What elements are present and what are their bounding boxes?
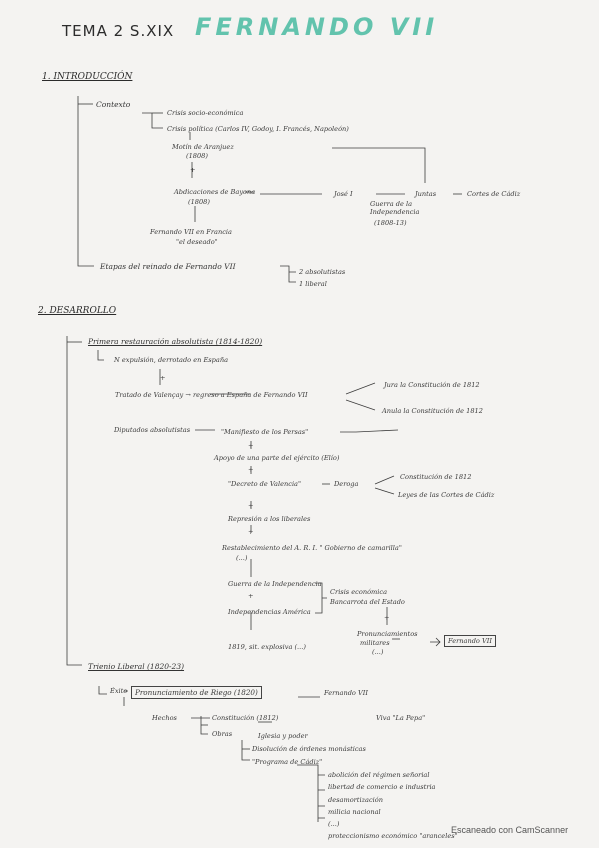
fernando-vii-box: Fernando VII bbox=[444, 635, 496, 647]
fernando-francia-label: Fernando VII en Francia bbox=[150, 228, 232, 236]
represion-label: Represión a los liberales bbox=[228, 515, 311, 523]
programa-item-2: libertad de comercio e industria bbox=[328, 783, 436, 791]
pronunciamientos-2-label: militares bbox=[360, 639, 390, 647]
trienio-label: Trienio Liberal (1820-23) bbox=[88, 662, 185, 671]
etapa-absolutistas: 2 absolutistas bbox=[299, 268, 346, 276]
obras-label: Obras bbox=[212, 730, 233, 738]
deroga-label: Deroga bbox=[334, 480, 359, 488]
plus-5: + bbox=[248, 502, 254, 510]
anula-label: Anula la Constitución de 1812 bbox=[382, 407, 483, 415]
plus-1: + bbox=[190, 166, 196, 174]
programa-item-1: abolición del régimen señorial bbox=[328, 771, 430, 779]
motin-aranjuez-label: Motín de Aranjuez bbox=[172, 143, 234, 151]
guerra-indep-2-label: Guerra de la Independencia bbox=[228, 580, 322, 588]
tratado-label: Tratado de Valençay → regreso a España de Fernando VII bbox=[115, 391, 308, 399]
manifiesto-label: "Manifiesto de los Persas" bbox=[221, 428, 309, 436]
crisis-politica-label: Crisis política (Carlos IV, Godoy, I. Francés, Napoleón) bbox=[167, 125, 349, 133]
motin-year: (1808) bbox=[186, 152, 208, 160]
riego-box: Pronunciamiento de Riego (1820) bbox=[131, 686, 262, 699]
juntas-label: Juntas bbox=[415, 190, 437, 198]
programa-item-5: (...) bbox=[328, 820, 340, 828]
guerra-indep-label: Guerra de la Independencia bbox=[370, 200, 420, 216]
viva-pepa-label: Viva "La Pepa" bbox=[376, 714, 426, 722]
leyes-cortes-label: Leyes de las Cortes de Cádiz bbox=[398, 491, 495, 499]
jura-label: Jura la Constitución de 1812 bbox=[384, 381, 480, 389]
contexto-label: Contexto bbox=[96, 100, 131, 109]
plus-7: + bbox=[248, 592, 254, 600]
primera-restauracion-label: Primera restauración absolutista (1814-1820) bbox=[88, 337, 263, 346]
decreto-label: "Decreto de Valencia" bbox=[228, 480, 302, 488]
fernando-vii-title: FERNANDO VII bbox=[195, 13, 439, 41]
connector bbox=[78, 96, 94, 266]
constitucion-label: Constitución (1812) bbox=[212, 714, 279, 722]
diputados-label: Diputados absolutistas bbox=[114, 426, 191, 434]
constitucion-1812-label: Constitución de 1812 bbox=[400, 473, 472, 481]
plus-8: + bbox=[384, 614, 390, 622]
programa-label: "Programa de Cádiz" bbox=[252, 758, 323, 766]
etapas-label: Etapas del reinado de Fernando VII bbox=[100, 262, 236, 271]
iglesia-label: Iglesia y poder bbox=[258, 732, 308, 740]
guerra-years: (1808-13) bbox=[374, 219, 407, 227]
cortes-cadiz-label: Cortes de Cádiz bbox=[467, 190, 521, 198]
pronunciamientos-3-label: (...) bbox=[372, 648, 384, 656]
plus-4: + bbox=[248, 466, 254, 474]
hechos-label: Hechos bbox=[152, 714, 177, 722]
bancarrota-label: Bancarrota del Estado bbox=[330, 598, 405, 606]
deseado-label: "el deseado" bbox=[176, 238, 218, 246]
crisis-socio-label: Crisis socio-económica bbox=[167, 109, 244, 117]
programa-item-6: proteccionismo económico "aranceles" bbox=[328, 832, 458, 840]
crisis-economica-label: Crisis económica bbox=[330, 588, 388, 596]
tema-title: TEMA 2 S.XIX bbox=[62, 22, 175, 40]
sit-explosiva-label: 1819, sit. explosiva (...) bbox=[228, 643, 306, 651]
programa-item-3: desamortización bbox=[328, 796, 383, 804]
exito-label: Éxito bbox=[110, 687, 128, 695]
programa-item-4: milicia nacional bbox=[328, 808, 381, 816]
jose-i-label: José I bbox=[334, 190, 353, 198]
expulsion-label: N expulsión, derrotado en España bbox=[114, 356, 228, 364]
section-introduccion-heading: 1. INTRODUCCIÓN bbox=[42, 72, 133, 82]
plus-3: + bbox=[248, 442, 254, 450]
camscanner-watermark: Escaneado con CamScanner bbox=[451, 825, 569, 835]
disolucion-label: Disolución de órdenes monásticas bbox=[252, 745, 366, 753]
restablecimiento-label: Restablecimiento del A. R. I. " Gobierno de camarilla" bbox=[222, 544, 402, 552]
independencias-label: Independencias América bbox=[228, 608, 311, 616]
etapa-liberal: 1 liberal bbox=[299, 280, 327, 288]
plus-2: + bbox=[160, 374, 166, 382]
restablecimiento-more: (...) bbox=[236, 554, 248, 562]
abdicaciones-label: Abdicaciones de Bayona bbox=[174, 188, 256, 196]
fernando-vii-2-label: Fernando VII bbox=[324, 689, 368, 697]
plus-6: + bbox=[248, 528, 254, 536]
abdicaciones-year: (1808) bbox=[188, 198, 210, 206]
section-desarrollo-heading: 2. DESARROLLO bbox=[38, 306, 117, 316]
pronunciamientos-label: Pronunciamientos bbox=[357, 630, 418, 638]
apoyo-label: Apoyo de una parte del ejército (Elío) bbox=[214, 454, 340, 462]
